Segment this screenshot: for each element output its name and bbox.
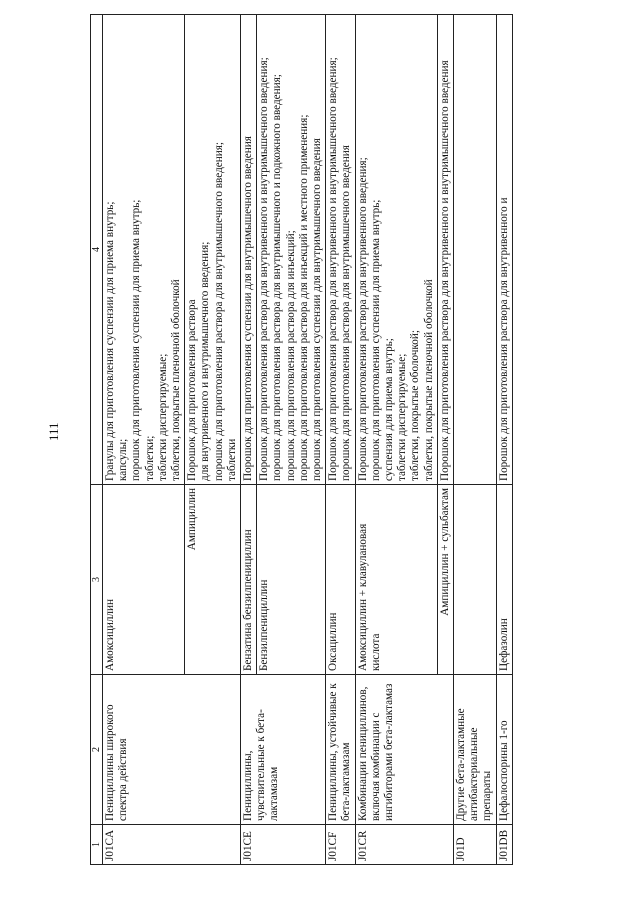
drug-name-cell: Амоксициллин (103, 485, 185, 675)
table-row (355, 15, 437, 865)
atc-code-cell: J01CR (355, 825, 453, 865)
drug-table (90, 14, 513, 865)
dosage-form: Порошок для приготовления раствора для внутривенного и внутримышечного введения; (258, 57, 271, 481)
dosage-form: таблетки (225, 438, 238, 481)
group-cell: Пенициллины, чувствительные к бета-лактамазам (241, 675, 326, 825)
drug-name-cell: Цефазолин (496, 485, 512, 675)
atc-code-cell: J01D (454, 825, 497, 865)
dosage-forms-cell (355, 15, 437, 485)
drug-name-cell: Оксациллин (326, 485, 355, 675)
drug-name-cell: Бензилпенициллин (257, 485, 326, 675)
dosage-form: таблетки, покрытые пленочной оболочкой (422, 279, 435, 481)
dosage-form: порошок для приготовления раствора для инъекций и местного применения; (297, 114, 310, 481)
atc-code-cell: J01CE (241, 825, 326, 865)
dosage-form: порошок для приготовления суспензии для приема внутрь; (130, 199, 143, 481)
dosage-form: таблетки диспергируемые; (156, 353, 169, 481)
atc-code-cell: J01CA (103, 825, 241, 865)
dosage-form: Порошок для приготовления раствора (186, 299, 199, 481)
drug-name-cell: Бензатина бензилпенициллин (241, 485, 257, 675)
drug-name-cell: Ампициллин + сульбактам (437, 485, 453, 675)
group-cell: Комбинации пенициллинов, включая комбинации с ингибиторами бета-лактамаз (355, 675, 453, 825)
table-row (454, 15, 497, 865)
dosage-forms-cell (257, 15, 326, 485)
dosage-forms-cell (185, 15, 241, 485)
dosage-form: порошок для приготовления суспензии для приема внутрь; (369, 199, 382, 481)
dosage-forms-cell (437, 15, 453, 485)
atc-code-cell: J01DB (496, 825, 512, 865)
dosage-form: Гранулы для приготовления суспензии для приема внутрь; (104, 201, 116, 481)
table-row (496, 15, 512, 865)
dosage-forms-cell (496, 15, 512, 485)
dosage-form: для внутривенного и внутримышечного введения; (199, 241, 212, 481)
dosage-form: порошок для приготовления раствора для внутримышечного и подкожного введения; (271, 74, 284, 481)
header-cell: 1 (91, 825, 103, 865)
header-cell: 2 (91, 675, 103, 825)
dosage-form: таблетки диспергируемые; (396, 353, 409, 481)
group-cell: Пенициллины широкого спектра действия (103, 675, 241, 825)
dosage-form: порошок для приготовления раствора для внутримышечного введения; (212, 142, 225, 481)
dosage-form: Порошок для приготовления раствора для внутривенного и (497, 197, 510, 481)
header-cell: 3 (91, 485, 103, 675)
dosage-form: Порошок для приготовления раствора для внутривенного и внутримышечного введения (438, 60, 451, 481)
dosage-form: порошок для приготовления раствора для инъекций; (284, 230, 297, 481)
dosage-form: Порошок для приготовления раствора для внутривенного введения; (356, 157, 369, 481)
header-cell: 4 (91, 15, 103, 485)
table-row (103, 15, 185, 865)
group-cell: Пенициллины, устойчивые к бета-лактамазам (326, 675, 355, 825)
drug-name-cell (454, 485, 497, 675)
table-row (241, 15, 257, 865)
dosage-form: Порошок для приготовления раствора для внутривенного и внутримышечного введения; (327, 57, 340, 481)
dosage-forms-cell (241, 15, 257, 485)
header-row (91, 15, 103, 865)
dosage-form: таблетки, покрытые оболочкой; (409, 330, 422, 481)
dosage-form: порошок для приготовления раствора для внутримышечного введения (340, 145, 353, 481)
dosage-form: капсулы; (117, 438, 130, 481)
group-cell: Другие бета-лактамные антибактериальные препараты (454, 675, 497, 825)
dosage-form: таблетки; (143, 435, 156, 481)
dosage-form: суспензия для приема внутрь; (383, 338, 396, 481)
page-number: 111 (46, 422, 61, 441)
dosage-forms-cell (326, 15, 355, 485)
dosage-forms-cell (103, 15, 185, 485)
dosage-form: таблетки, покрытые пленочной оболочкой (170, 279, 183, 481)
drug-name-cell: Ампициллин (185, 485, 241, 675)
group-cell: Цефалоспорины 1-го (496, 675, 512, 825)
drug-name-cell: Амоксициллин + клавулановая кислота (355, 485, 437, 675)
atc-code-cell: J01CF (326, 825, 355, 865)
dosage-form: порошок для приготовления суспензии для внутримышечного введения (311, 138, 324, 481)
dosage-forms-cell (454, 15, 497, 485)
rotated-table-container (90, 15, 565, 865)
table-row (326, 15, 355, 865)
dosage-form: Порошок для приготовления суспензии для внутримышечного введения (242, 136, 255, 481)
